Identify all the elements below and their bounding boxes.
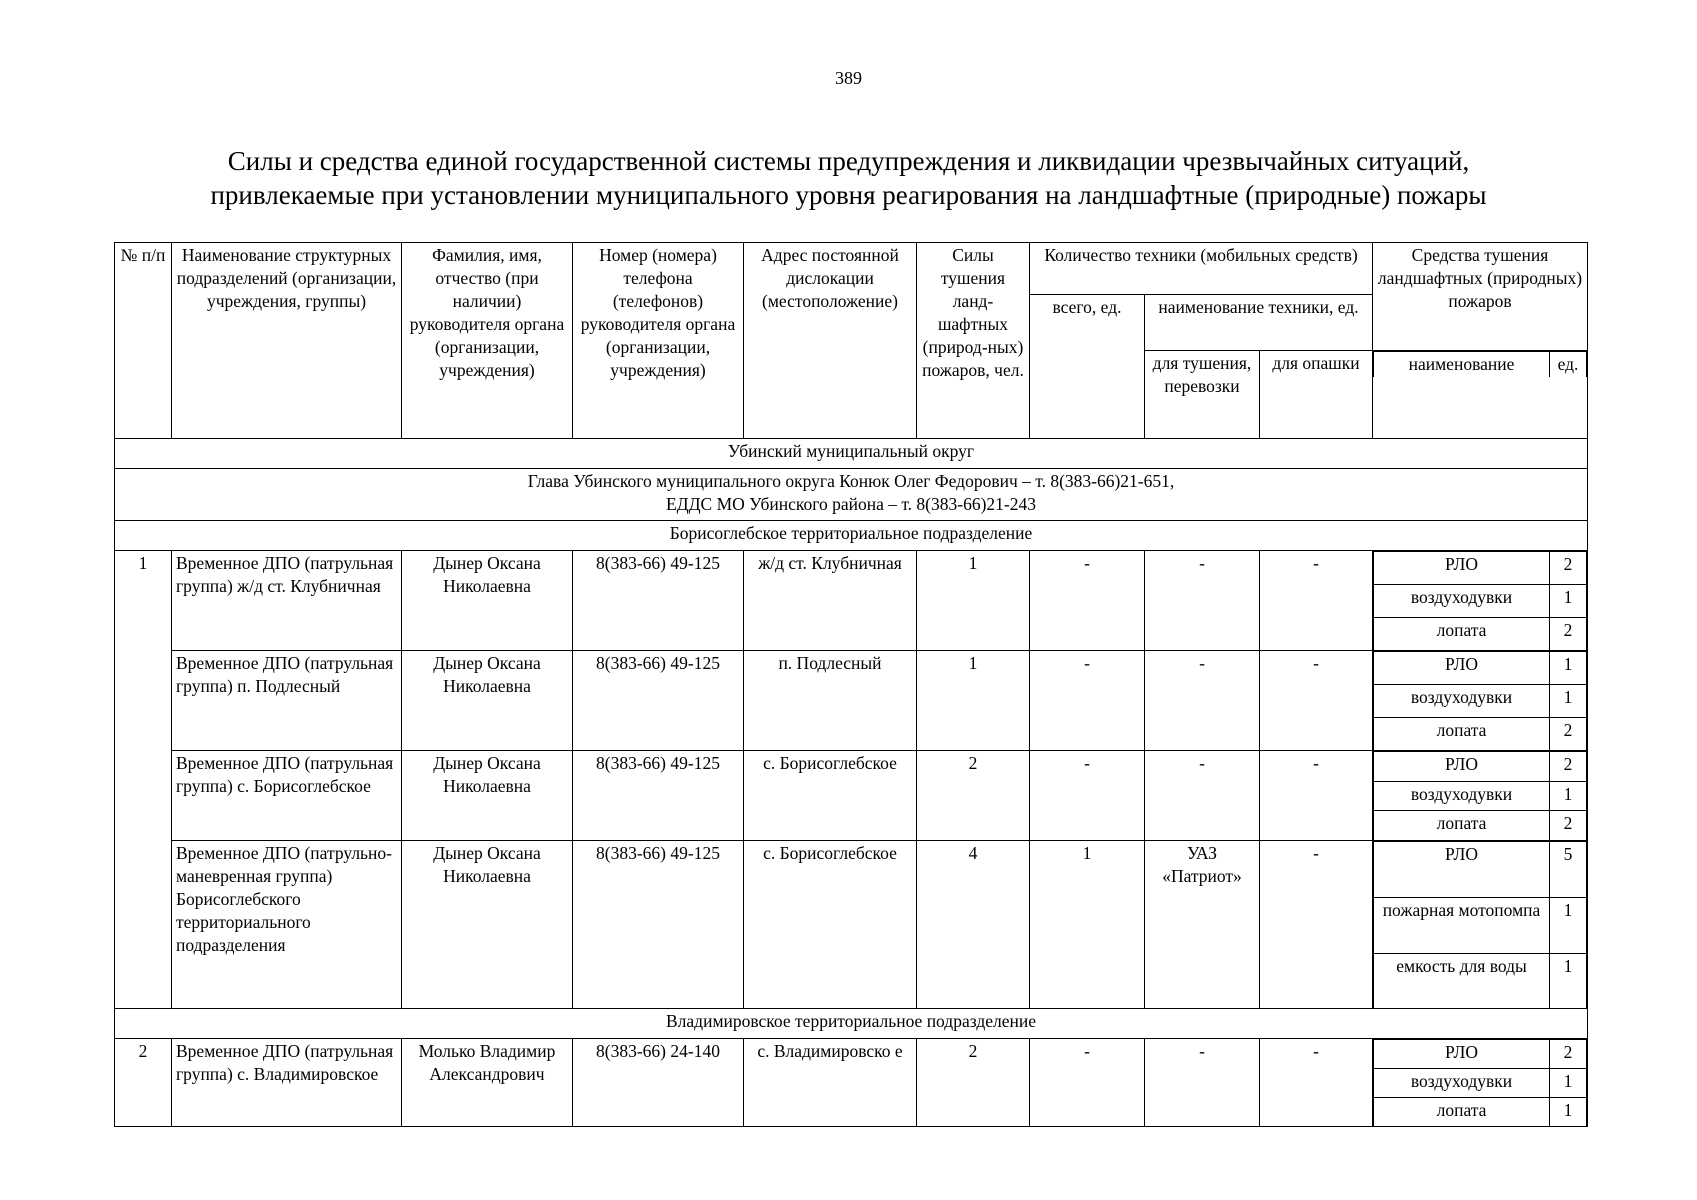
equipment-qty: 5 (1550, 842, 1587, 898)
page-number: 389 (835, 68, 862, 88)
vehicles-total: - (1030, 551, 1145, 651)
address: с. Борисоглебское (744, 751, 917, 841)
vehicles-extinguish: - (1145, 551, 1260, 651)
vehicles-total: - (1030, 751, 1145, 841)
forces-count: 2 (917, 1039, 1030, 1127)
forces-count: 4 (917, 841, 1030, 1009)
equipment-qty: 1 (1550, 585, 1587, 618)
header-phone: Номер (номера) телефона (телефонов) руководителя органа (организации, учреждения) (573, 243, 744, 439)
head-name: Дынер Оксана Николаевна (402, 651, 573, 751)
district-contacts (115, 469, 1588, 521)
equipment-name: лопата (1374, 811, 1550, 840)
row-number: 1 (115, 551, 172, 1009)
equipment-qty: 2 (1550, 1040, 1587, 1069)
equipment-list (1373, 841, 1588, 1009)
equipment-qty: 1 (1550, 652, 1587, 685)
equipment-name: лопата (1374, 718, 1550, 750)
equipment-name: воздуходувки (1374, 1069, 1550, 1098)
header-for-plowing: для опашки (1260, 351, 1373, 439)
section-title: Борисоглебское территориальное подразделение (115, 521, 1588, 551)
vehicles-total: - (1030, 651, 1145, 751)
equipment-qty: 1 (1550, 781, 1587, 811)
forces-count: 2 (917, 751, 1030, 841)
forces-table (114, 242, 1588, 1127)
equipment-name: воздуходувки (1374, 781, 1550, 811)
vehicles-total: - (1030, 1039, 1145, 1127)
equipment-list (1373, 551, 1588, 651)
phone-number: 8(383-66) 49-125 (573, 751, 744, 841)
address: п. Подлесный (744, 651, 917, 751)
header-forces: Силы тушения ланд-шафтных (природ-ных) пожаров, чел. (917, 243, 1030, 439)
address: с. Владимировско е (744, 1039, 917, 1127)
vehicles-total: 1 (1030, 841, 1145, 1009)
header-means-unit: ед. (1550, 352, 1587, 378)
header-means-name: наименование (1374, 352, 1550, 378)
equipment-name: РЛО (1374, 652, 1550, 685)
vehicles-extinguish: - (1145, 751, 1260, 841)
header-vehicle-names: наименование техники, ед. (1145, 295, 1373, 351)
head-name: Дынер Оксана Николаевна (402, 551, 573, 651)
vehicles-plowing: - (1260, 751, 1373, 841)
equipment-qty: 1 (1550, 1069, 1587, 1098)
equipment-qty: 1 (1550, 1098, 1587, 1126)
table-row (115, 751, 1588, 841)
phone-number: 8(383-66) 49-125 (573, 841, 744, 1009)
table-row (115, 841, 1588, 1009)
header-unit: Наименование структурных подразделений (организации, учреждения, группы) (172, 243, 402, 439)
phone-number: 8(383-66) 49-125 (573, 551, 744, 651)
equipment-qty: 2 (1550, 552, 1587, 585)
page-title (0, 144, 1697, 212)
equipment-name: РЛО (1374, 842, 1550, 898)
equipment-list (1373, 651, 1588, 751)
head-name: Молько Владимир Александрович (402, 1039, 573, 1127)
equipment-name: РЛО (1374, 752, 1550, 782)
vehicles-plowing: - (1260, 651, 1373, 751)
header-means: Средства тушения ландшафтных (природных) пожаров (1373, 243, 1588, 351)
forces-count: 1 (917, 651, 1030, 751)
head-name: Дынер Оксана Николаевна (402, 841, 573, 1009)
row-number: 2 (115, 1039, 172, 1127)
title-line-1: Силы и средства единой государственной системы предупреждения и ликвидации чрезвычайных ситуаций, (227, 146, 1470, 176)
district-name: Убинский муниципальный округ (115, 439, 1588, 469)
equipment-name: РЛО (1374, 1040, 1550, 1069)
header-vehicles: Количество техники (мобильных средств) (1030, 243, 1373, 295)
vehicles-plowing: - (1260, 1039, 1373, 1127)
vehicles-plowing: - (1260, 551, 1373, 651)
equipment-name: лопата (1374, 1098, 1550, 1126)
unit-name: Временное ДПО (патрульная группа) с. Борисоглебское (172, 751, 402, 841)
address: с. Борисоглебское (744, 841, 917, 1009)
equipment-list (1373, 751, 1588, 841)
equipment-name: воздуходувки (1374, 585, 1550, 618)
vehicles-plowing: - (1260, 841, 1373, 1009)
equipment-name: лопата (1374, 618, 1550, 650)
equipment-name: воздуходувки (1374, 685, 1550, 718)
title-line-2: привлекаемые при установлении муниципального уровня реагирования на ландшафтные (природные) пожары (210, 180, 1487, 210)
equipment-qty: 2 (1550, 718, 1587, 750)
equipment-list (1373, 1039, 1588, 1127)
unit-name: Временное ДПО (патрульная группа) с. Владимировское (172, 1039, 402, 1127)
unit-name: Временное ДПО (патрульно-маневренная группа) Борисоглебского территориального подразделения (172, 841, 402, 1009)
equipment-qty: 2 (1550, 811, 1587, 840)
table-row (115, 551, 1588, 651)
section-title: Владимировское территориальное подразделение (115, 1009, 1588, 1039)
equipment-name: пожарная мотопомпа (1374, 897, 1550, 953)
unit-name: Временное ДПО (патрульная группа) ж/д ст. Клубничная (172, 551, 402, 651)
table-row (115, 651, 1588, 751)
contacts-line-1: Глава Убинского муниципального округа Конюк Олег Федорович – т. 8(383-66)21-651, (527, 471, 1175, 491)
header-num: № п/п (115, 243, 172, 439)
header-address: Адрес постоянной дислокации (местоположение) (744, 243, 917, 439)
equipment-qty: 2 (1550, 618, 1587, 650)
header-means-sub (1373, 351, 1588, 439)
vehicles-extinguish: - (1145, 651, 1260, 751)
equipment-qty: 1 (1550, 897, 1587, 953)
header-for-extinguish: для тушения, перевозки (1145, 351, 1260, 439)
address: ж/д ст. Клубничная (744, 551, 917, 651)
head-name: Дынер Оксана Николаевна (402, 751, 573, 841)
equipment-qty: 1 (1550, 953, 1587, 1008)
equipment-qty: 2 (1550, 752, 1587, 782)
phone-number: 8(383-66) 49-125 (573, 651, 744, 751)
contacts-line-2: ЕДДС МО Убинского района – т. 8(383-66)21-243 (665, 494, 1036, 514)
equipment-qty: 1 (1550, 685, 1587, 718)
table-row (115, 1039, 1588, 1127)
header-total: всего, ед. (1030, 295, 1145, 439)
equipment-name: емкость для воды (1374, 953, 1550, 1008)
phone-number: 8(383-66) 24-140 (573, 1039, 744, 1127)
forces-count: 1 (917, 551, 1030, 651)
header-head-name: Фамилия, имя, отчество (при наличии) руководителя органа (организации, учреждения) (402, 243, 573, 439)
vehicles-extinguish: УАЗ «Патриот» (1145, 841, 1260, 1009)
vehicles-extinguish: - (1145, 1039, 1260, 1127)
equipment-name: РЛО (1374, 552, 1550, 585)
unit-name: Временное ДПО (патрульная группа) п. Подлесный (172, 651, 402, 751)
